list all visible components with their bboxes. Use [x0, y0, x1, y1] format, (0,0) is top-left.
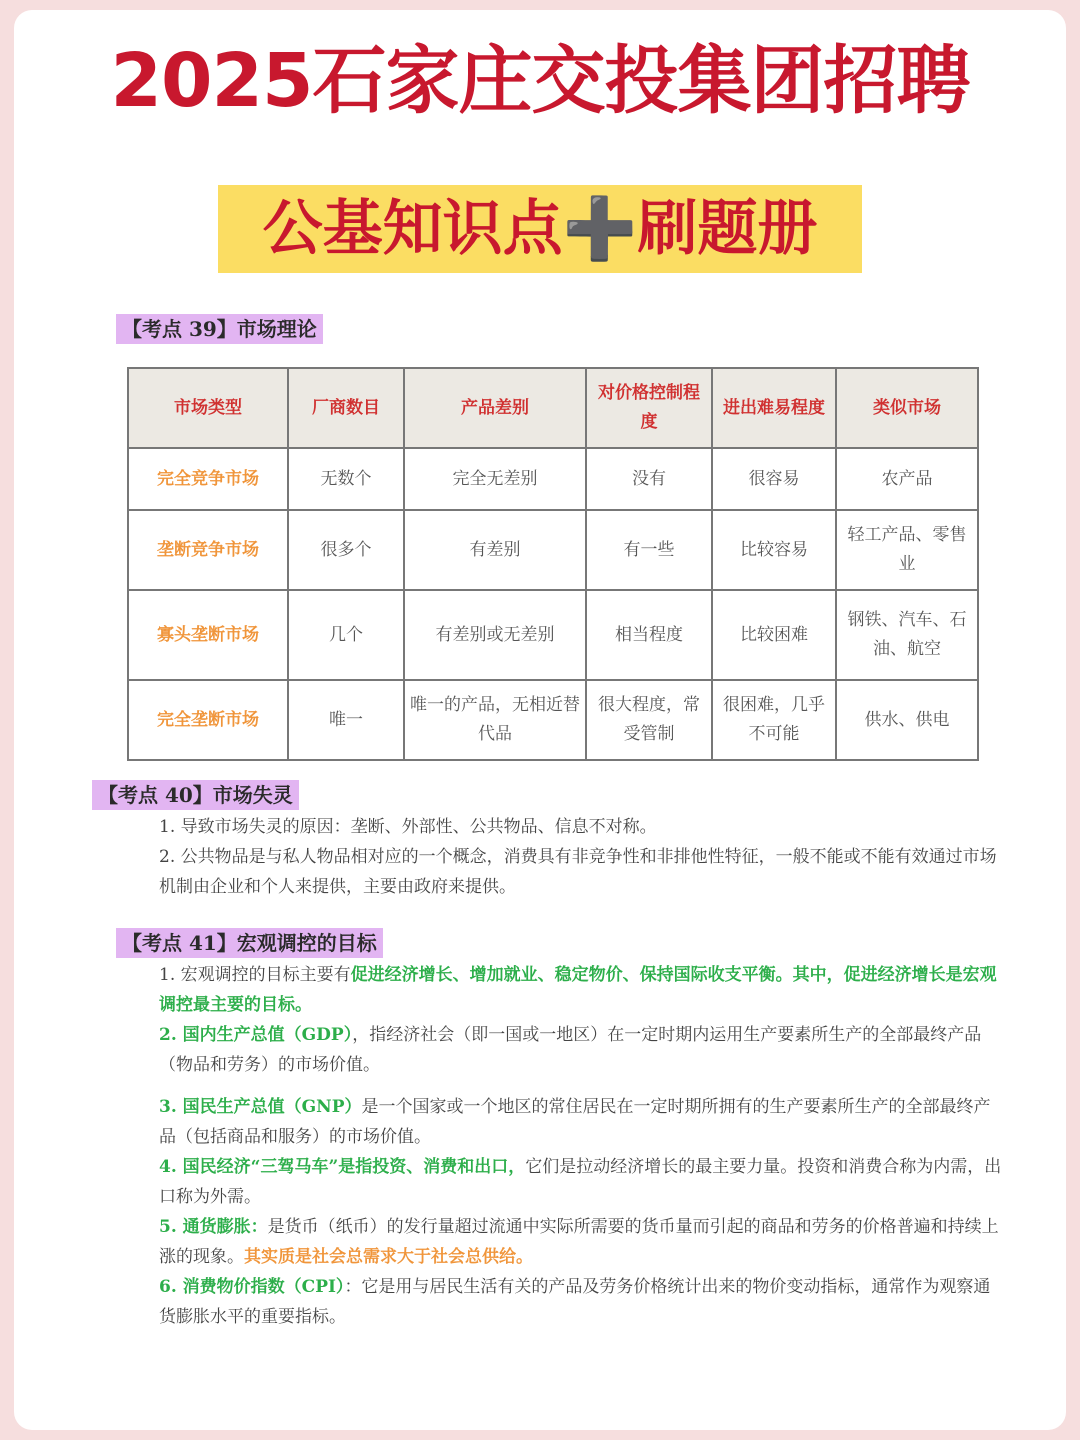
- table-cell: 没有: [586, 448, 712, 510]
- section-40-tag: 【考点 40】市场失灵: [92, 780, 299, 810]
- section-41-tag: 【考点 41】宏观调控的目标: [116, 928, 383, 958]
- subtitle-banner: 公基知识点➕刷题册: [218, 185, 862, 273]
- market-type-cell: 完全垄断市场: [128, 680, 288, 760]
- highlight-text: 其实质是社会总需求大于社会总供给。: [244, 1247, 533, 1267]
- section-39-tag: 【考点 39】市场理论: [116, 314, 323, 344]
- table-cell: 完全无差别: [404, 448, 586, 510]
- table-cell: 供水、供电: [836, 680, 978, 760]
- page-title: 2025石家庄交投集团招聘: [110, 38, 970, 124]
- table-cell: 相当程度: [586, 590, 712, 680]
- table-row: [128, 448, 978, 510]
- table-cell: 有差别或无差别: [404, 590, 586, 680]
- header-cell: 类似市场: [836, 368, 978, 448]
- table-row: [128, 590, 978, 680]
- highlight-text: 促进经济增长、增加就业、稳定物价、保持国际收支平衡。其中，促进经济增长是宏观调控最主要的目标。: [159, 965, 997, 1015]
- text: 它们是拉动经济增长的最主要力量。投资和消费合称为内需，出口称为外需。: [159, 1157, 1002, 1207]
- market-type-cell: 完全竞争市场: [128, 448, 288, 510]
- highlight-text: 3. 国民生产总值（GNP）: [159, 1097, 362, 1117]
- header-cell: 市场类型: [128, 368, 288, 448]
- paragraph: 2. 公共物品是与私人物品相对应的一个概念，消费具有非竞争性和非排他性特征，一般不能或不能有效通过市场机制由企业和个人来提供，主要由政府来提供。: [159, 847, 997, 897]
- header-cell: 产品差别: [404, 368, 586, 448]
- table-header-row: [128, 368, 978, 448]
- market-theory-table: [127, 367, 979, 761]
- table-cell: 很困难，几乎不可能: [712, 680, 836, 760]
- table-cell: 唯一的产品，无相近替代品: [404, 680, 586, 760]
- table-cell: 有差别: [404, 510, 586, 590]
- table-cell: 很多个: [288, 510, 404, 590]
- paragraph: [115, 960, 1005, 1020]
- table-cell: 比较容易: [712, 510, 836, 590]
- table-cell: 比较困难: [712, 590, 836, 680]
- paragraph: [115, 1092, 1005, 1152]
- text: ：它是用与居民生活有关的产品及劳务价格统计出来的物价变动指标，通常作为观察通货膨胀水平的重要指标。: [159, 1277, 991, 1327]
- text: ，指经济社会（即一国或一地区）在一定时期内运用生产要素所生产的全部最终产品（物品和劳务）的市场价值。: [159, 1025, 982, 1075]
- paragraph: [115, 1020, 1005, 1080]
- text: 是货币（纸币）的发行量超过流通中实际所需要的货币量而引起的商品和劳务的价格普遍和持续上涨的现象。: [159, 1217, 999, 1267]
- paragraph: [115, 1272, 1005, 1332]
- table-cell: 很大程度，常受管制: [586, 680, 712, 760]
- market-type-cell: 垄断竞争市场: [128, 510, 288, 590]
- header-cell: 进出难易程度: [712, 368, 836, 448]
- table-cell: 有一些: [586, 510, 712, 590]
- table-cell: 唯一: [288, 680, 404, 760]
- table-cell: 很容易: [712, 448, 836, 510]
- highlight-text: 6. 消费物价指数（CPI）: [159, 1277, 345, 1297]
- market-type-cell: 寡头垄断市场: [128, 590, 288, 680]
- section-41-body: [115, 960, 1005, 1332]
- header-cell: 厂商数目: [288, 368, 404, 448]
- table-cell: 农产品: [836, 448, 978, 510]
- paragraph: 1. 导致市场失灵的原因：垄断、外部性、公共物品、信息不对称。: [159, 817, 657, 837]
- header-cell: 对价格控制程度: [586, 368, 712, 448]
- text: 1. 宏观调控的目标主要有: [159, 965, 351, 985]
- highlight-text: 4. 国民经济“三驾马车”是指投资、消费和出口，: [159, 1157, 526, 1177]
- text: 是一个国家或一个地区的常住居民在一定时期所拥有的生产要素所生产的全部最终产品（包括商品和服务）的市场价值。: [159, 1097, 991, 1147]
- table-cell: 钢铁、汽车、石油、航空: [836, 590, 978, 680]
- highlight-text: 2. 国内生产总值（GDP）: [159, 1025, 353, 1045]
- table-row: [128, 510, 978, 590]
- table-cell: 无数个: [288, 448, 404, 510]
- table-cell: 轻工产品、零售业: [836, 510, 978, 590]
- highlight-text: 5. 通货膨胀：: [159, 1217, 268, 1237]
- paragraph: [115, 1212, 1005, 1272]
- table-row: [128, 680, 978, 760]
- paragraph: [115, 1152, 1005, 1212]
- section-40-body: [115, 812, 1005, 902]
- table-cell: 几个: [288, 590, 404, 680]
